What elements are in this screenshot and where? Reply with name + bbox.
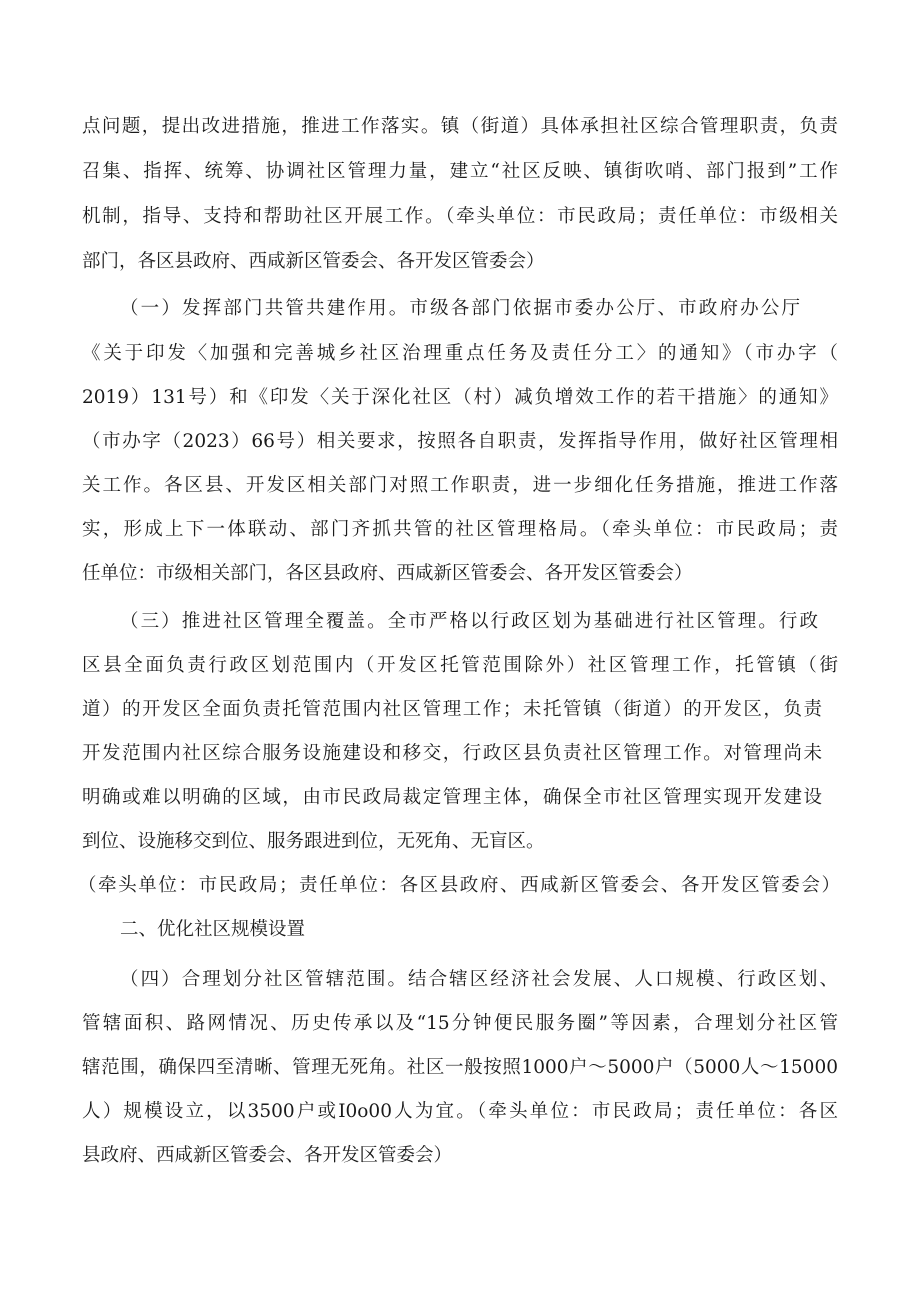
paragraph-2-line-5: 关工作。各区县、开发区相关部门对照工作职责，进一步细化任务措施，推进工作落: [82, 475, 838, 496]
paragraph-1-line-2: 召集、指挥、统筹、协调社区管理力量，建立“社区反映、镇街吹哨、部门报到”工作: [82, 161, 838, 182]
paragraph-1-line-4: 部门，各区县政府、西咸新区管委会、各开发区管委会）: [82, 251, 545, 272]
section-heading: 二、优化社区规模设置: [120, 919, 306, 940]
paragraph-3-line-3: 道）的开发区全面负责托管范围内社区管理工作；未托管镇（街道）的开发区，负责: [82, 699, 822, 720]
paragraph-4-line-3: 辖范围，确保四至清晰、管理无死角。社区一般按照1000户～5000户（5000人～15000: [82, 1057, 838, 1078]
paragraph-2-line-3: 2019）131号）和《印发〈关于深化社区（村）减负增效工作的若干措施〉的通知》: [82, 387, 838, 408]
paragraph-3-line-5: 明确或难以明确的区域，由市民政局裁定管理主体，确保全市社区管理实现开发建设: [82, 787, 822, 808]
paragraph-2-line-2: 《关于印发〈加强和完善城乡社区治理重点任务及责任分工〉的通知》（市办字（: [82, 343, 838, 364]
paragraph-2-line-1: （一）发挥部门共管共建作用。市级各部门依据市委办公厅、市政府办公厅: [120, 298, 800, 319]
paragraph-1-line-3: 机制，指导、支持和帮助社区开展工作。（牵头单位：市民政局；责任单位：市级相关: [82, 206, 838, 227]
paragraph-3-line-1: （三）推进社区管理全覆盖。全市严格以行政区划为基础进行社区管理。行政: [120, 611, 818, 632]
paragraph-2-line-7: 任单位：市级相关部门，各区县政府、西咸新区管委会、各开发区管委会）: [82, 563, 693, 584]
paragraph-3-line-2: 区县全面负责行政区划范围内（开发区托管范围除外）社区管理工作，托管镇（街: [82, 655, 838, 676]
paragraph-4-line-4: 人）规模设立，以3500户或I0o00人为宜。（牵头单位：市民政局；责任单位：各区: [82, 1101, 838, 1122]
paragraph-4-line-2: 管辖面积、路网情况、历史传承以及“15分钟便民服务圈”等因素，合理划分社区管: [82, 1013, 838, 1034]
paragraph-2-line-4: （市办字（2023）66号）相关要求，按照各自职责，发挥指导作用，做好社区管理相: [82, 431, 838, 452]
paragraph-3-line-6: 到位、设施移交到位、服务跟进到位，无死角、无盲区。: [82, 831, 545, 852]
paragraph-4-line-1: （四）合理划分社区管辖范围。结合辖区经济社会发展、人口规模、行政区划、: [120, 969, 838, 990]
paragraph-2-line-6: 实，形成上下一体联动、部门齐抓共管的社区管理格局。（牵头单位：市民政局；责: [82, 519, 838, 540]
paragraph-3-line-7: （牵头单位：市民政局；责任单位：各区县政府、西咸新区管委会、各开发区管委会）: [78, 875, 840, 896]
paragraph-4-line-5: 县政府、西咸新区管委会、各开发区管委会）: [82, 1145, 453, 1166]
paragraph-3-line-4: 开发范围内社区综合服务设施建设和移交，行政区县负责社区管理工作。对管理尚未: [82, 743, 822, 764]
paragraph-1-line-1: 点问题，提出改进措施，推进工作落实。镇（街道）具体承担社区综合管理职责，负责: [82, 116, 838, 137]
